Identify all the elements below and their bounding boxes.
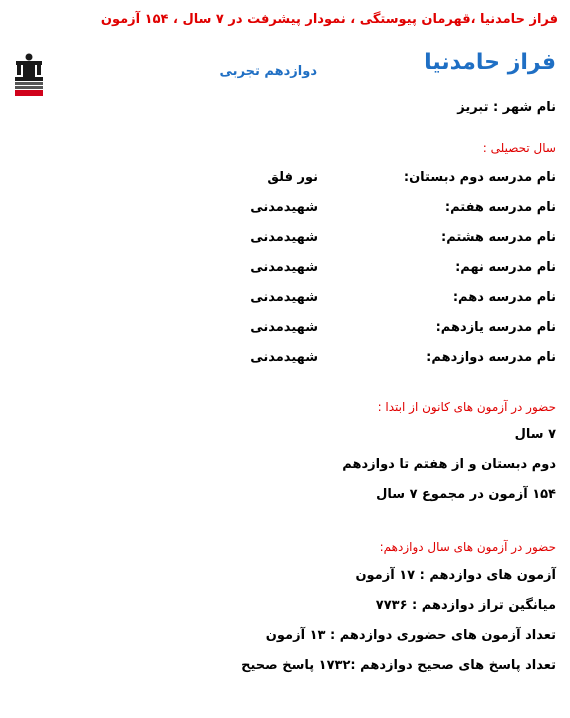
school-value: شهیدمدنی [250,260,318,275]
education-heading: سال تحصیلی : [482,141,556,155]
twelfth-line: تعداد پاسخ های صحیح دوازدهم :۱۷۳۲ پاسخ صحیح [241,658,556,673]
twelfth-line: میانگین تراز دوازدهم : ۷۷۳۶ [375,598,556,613]
school-value: نور فلق [267,170,318,185]
city-line: نام شهر : تبریز [457,100,556,115]
school-label: نام مدرسه دوازدهم: [426,350,556,365]
school-label: نام مدرسه هفتم: [444,200,556,215]
attendance-heading: حضور در آزمون های کانون از ابتدا : [377,400,556,414]
school-value: شهیدمدنی [250,290,318,305]
twelfth-line: تعداد آزمون های حضوری دوازدهم : ۱۳ آزمون [265,628,556,643]
attendance-line: ۱۵۴ آزمون در مجموع ۷ سال [376,487,556,502]
school-label: نام مدرسه دهم: [452,290,556,305]
school-value: شهیدمدنی [250,200,318,215]
student-grade: دوازدهم تجربی [219,64,317,79]
school-label: نام مدرسه دوم دبستان: [403,170,556,185]
attendance-line: دوم دبستان و از هفتم تا دوازدهم [342,457,556,472]
school-label: نام مدرسه نهم: [455,260,556,275]
page-header-title: فراز حامدنیا ،قهرمان پیوستگی ، نمودار پیشرفت در ۷ سال ، ۱۵۴ آزمون [100,12,558,27]
twelfth-heading: حضور در آزمون های سال دوازدهم: [379,540,556,554]
school-value: شهیدمدنی [250,320,318,335]
twelfth-line: آزمون های دوازدهم : ۱۷ آزمون [355,568,556,583]
student-name: فراز حامدنیا [424,50,556,75]
school-value: شهیدمدنی [250,230,318,245]
school-logo-icon [14,52,44,96]
school-value: شهیدمدنی [250,350,318,365]
school-label: نام مدرسه یازدهم: [435,320,556,335]
attendance-line: ۷ سال [514,427,556,442]
school-label: نام مدرسه هشتم: [441,230,556,245]
